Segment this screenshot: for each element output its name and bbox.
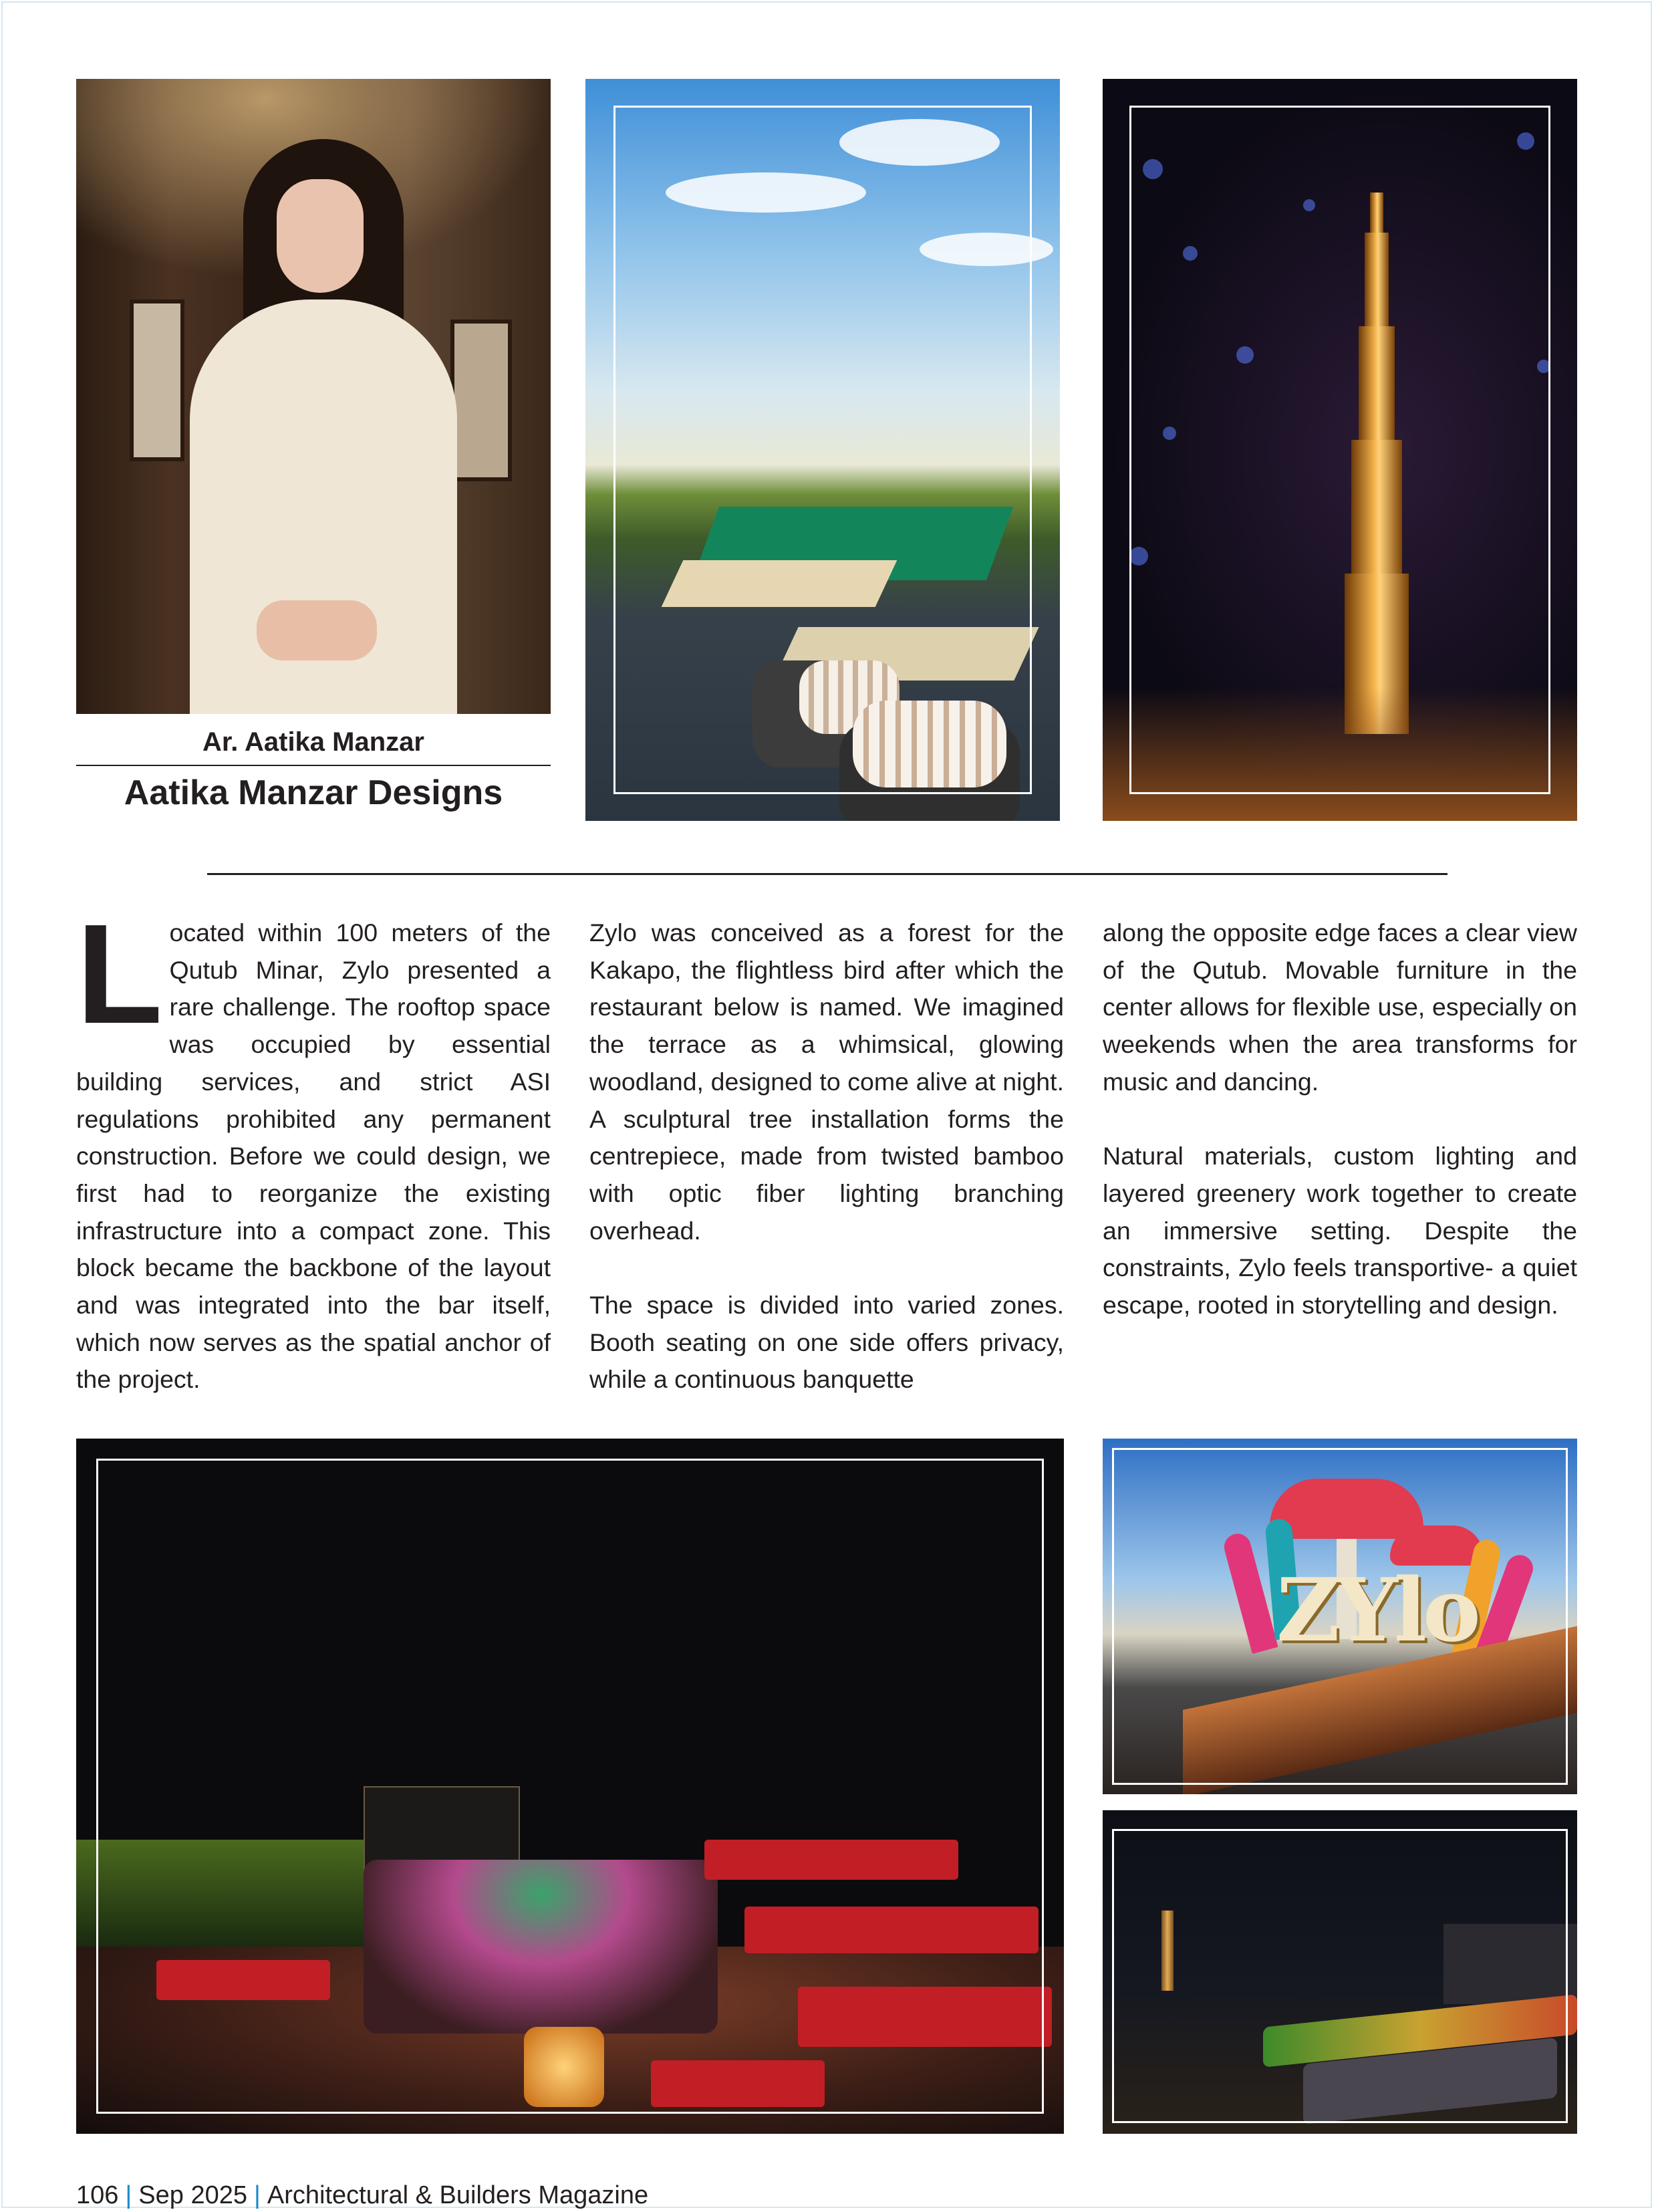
text-column-2 bbox=[589, 914, 1064, 1398]
section-divider bbox=[207, 873, 1447, 875]
zylo-letters: ZYlo bbox=[1276, 1559, 1477, 1661]
paragraph: The space is divided into varied zones. Booth seating on one side offers privacy, while a continuous banquette bbox=[589, 1291, 1064, 1394]
zylo-sign-photo bbox=[1103, 1439, 1577, 1794]
magazine-name: Architectural & Builders Magazine bbox=[267, 2181, 649, 2209]
terrace-daytime-photo bbox=[585, 79, 1060, 821]
footer-separator: | bbox=[125, 2181, 132, 2209]
drop-cap: L bbox=[76, 894, 163, 1053]
paragraph: Natural materials, custom lighting and layered greenery work together to create an immersive setting. Despite the constraints, Zylo feels transportive- a quiet escape, rooted in storytelling and design. bbox=[1103, 1142, 1577, 1320]
architect-name: Ar. Aatika Manzar bbox=[202, 727, 424, 757]
firm-name: Aatika Manzar Designs bbox=[124, 773, 503, 812]
paragraph: Zylo was conceived as a forest for the Kakapo, the flightless bird after which the restaurant below is named. We imagined the terrace as a whimsical, glowing woodland, designed to come alive at night. A sculptural tree installation forms the centrepiece, made from twisted bamboo with optic fiber lighting branching overhead. bbox=[589, 918, 1064, 1245]
text-column-1 bbox=[76, 894, 551, 1398]
rooftop-evening-photo bbox=[1103, 1810, 1577, 2134]
caption-rule bbox=[76, 765, 551, 766]
text-column-3 bbox=[1103, 914, 1577, 1324]
paragraph: along the opposite edge faces a clear view of the Qutub. Movable furniture in the center allows for flexible use, especially on weekends when the area transforms for music and dancing. bbox=[1103, 918, 1577, 1096]
portrait-photo bbox=[76, 79, 551, 714]
rooftop-night-photo bbox=[76, 1439, 1064, 2134]
footer-separator: | bbox=[254, 2181, 261, 2209]
issue-date: Sep 2025 bbox=[138, 2181, 247, 2209]
paragraph: ocated within 100 meters of the Qutub Minar, Zylo presented a rare challenge. The rooftop space was occupied by essential building services, and strict ASI regulations prohibited any permanent construction. Before we could design, we first had to reorganize the existing infrastructure into a compact zone. This block became the backbone of the layout and was integrated into the bar itself, which now serves as the spatial anchor of the project. bbox=[76, 918, 551, 1394]
qutub-minar-night-photo bbox=[1103, 79, 1577, 821]
page-footer bbox=[76, 2181, 648, 2210]
page-number: 106 bbox=[76, 2181, 119, 2209]
